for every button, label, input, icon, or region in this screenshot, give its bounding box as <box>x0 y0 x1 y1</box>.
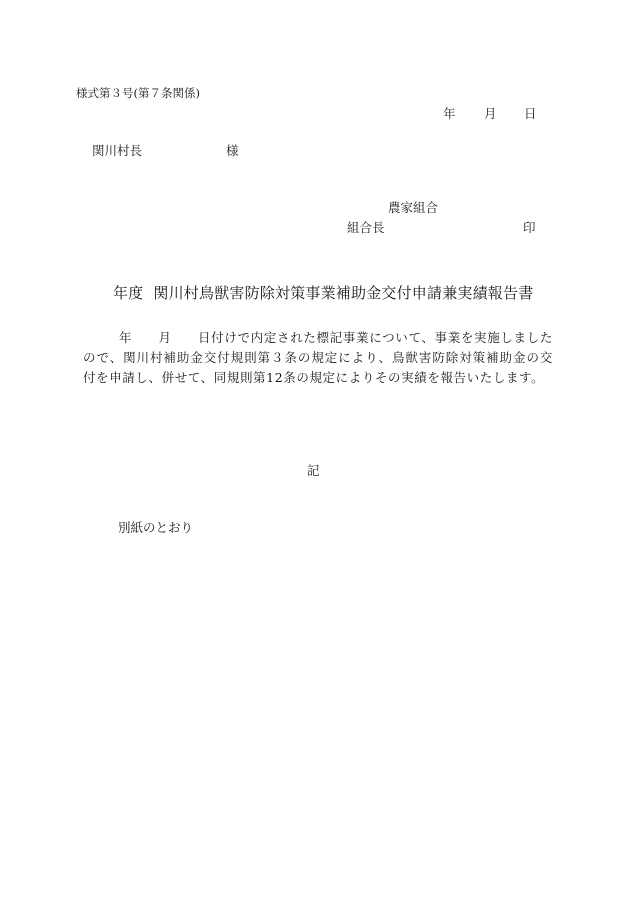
body-paragraph: 年 月 日付けで内定された標記事業について、事業を実施しましたので、関川村補助金交付規則第３条の規定により、鳥獣害防除対策補助金の交付を申請し、併せて、同規則第12条の規定によりその実績を報告いたします。 <box>83 330 553 385</box>
date-month: 月 <box>484 106 497 121</box>
addressee-name: 関川村長 <box>92 143 143 158</box>
document-title <box>113 282 533 303</box>
title-year-label: 年度 <box>113 284 144 302</box>
title-text: 関川村鳥獣害防除対策事業補助金交付申請兼実績報告書 <box>153 284 534 302</box>
attachment-note: 別紙のとおり <box>118 520 194 535</box>
date-year: 年 <box>443 106 456 121</box>
seal-mark: 印 <box>523 220 536 235</box>
sender-organization: 農家組合 <box>388 200 439 215</box>
date-day: 日 <box>524 106 537 121</box>
sender-role: 組合長 <box>347 220 385 235</box>
form-number: 様式第３号(第７条関係) <box>76 86 200 100</box>
addressee-honorific: 様 <box>226 143 239 158</box>
record-heading: 記 <box>307 463 320 478</box>
